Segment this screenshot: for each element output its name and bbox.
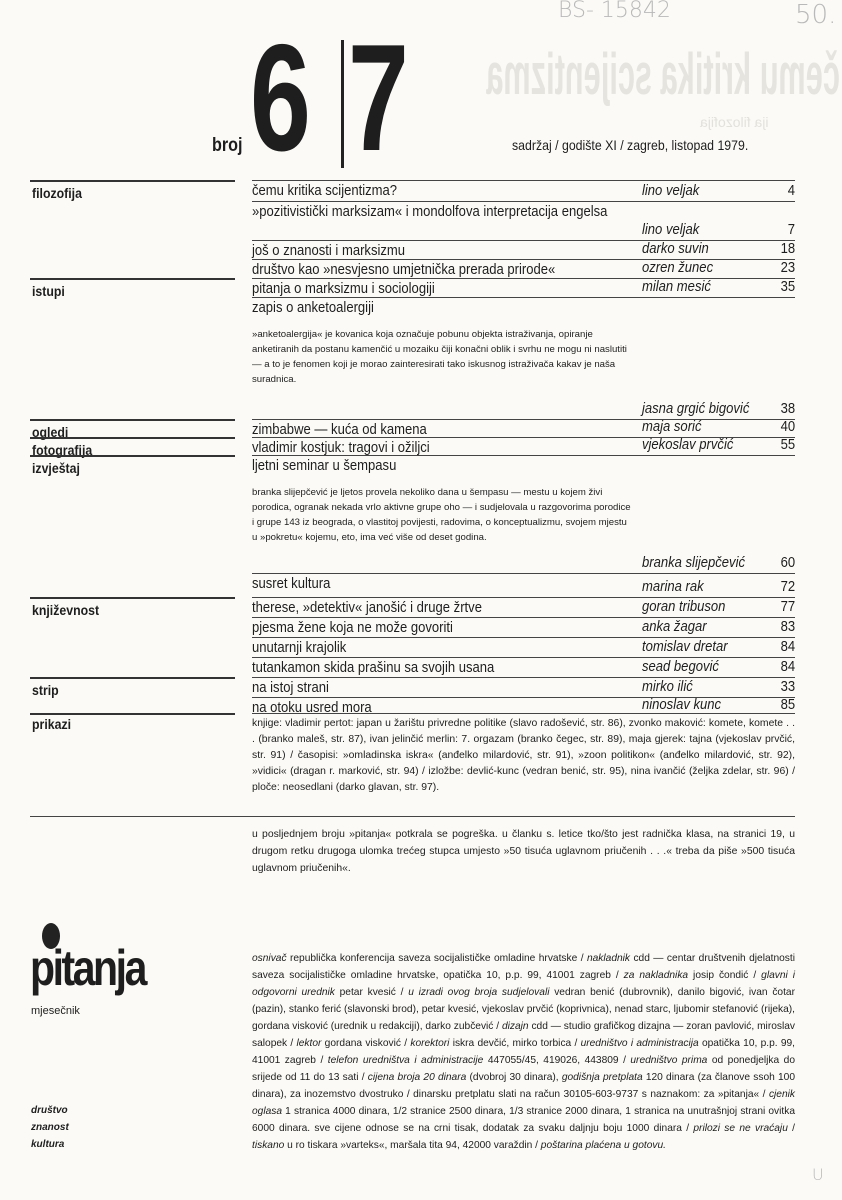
toc-row xyxy=(30,455,795,573)
page-number: 84 xyxy=(780,659,795,675)
page-number: 33 xyxy=(780,679,795,695)
title-rule xyxy=(252,278,795,279)
prikazi-section xyxy=(30,713,795,817)
imprint-label: uredništvo i administracija xyxy=(580,1038,699,1049)
masthead-imprint xyxy=(252,950,795,1154)
imprint-label: telefon uredništva i administracije xyxy=(327,1055,484,1066)
page-number: 40 xyxy=(780,419,795,435)
category-label: strip xyxy=(32,682,59,698)
imprint-label: osnivač xyxy=(252,953,287,964)
article-title: pitanja o marksizmu i sociologiji xyxy=(252,281,435,297)
article-author: lino veljak xyxy=(642,183,700,199)
title-rule xyxy=(252,297,795,298)
tagline-item: kultura xyxy=(31,1139,65,1150)
article-abstract: »anketoalergija« je kovanica koja označuje pobunu objekta istraživanja, opiranje anketiranih da postanu kamenčić u mozaiku čiji konačni oblik i svrhu ne mogu ni naslutiti — a to je fenomen koji je morao zainteresirati tako iskusnog istraživača kakav je naša suradnica. xyxy=(252,329,627,385)
toc-row xyxy=(30,419,795,440)
page-number: 4 xyxy=(787,183,795,199)
category-rule xyxy=(30,419,235,421)
title-rule xyxy=(252,180,795,181)
article-title: na otoku usred mora xyxy=(252,700,372,716)
imprint-text: republička konferencija saveza socijalističke omladine hrvatske / xyxy=(286,953,587,964)
imprint-text: gordana visković / xyxy=(321,1038,411,1049)
toc-row xyxy=(30,617,795,637)
page-number: 23 xyxy=(780,260,795,276)
category-label: izvještaj xyxy=(32,460,80,476)
article-author: marina rak xyxy=(642,579,704,595)
article-title: pjesma žene koja ne može govoriti xyxy=(252,620,453,636)
imprint-label: poštarina plaćena u gotovu. xyxy=(540,1140,666,1151)
category-rule xyxy=(30,180,235,182)
imprint-label: za nakladnika xyxy=(623,970,689,981)
tagline xyxy=(31,1102,69,1153)
imprint-label: cijena broja 20 dinara xyxy=(367,1072,467,1083)
imprint-text: josip čondić / xyxy=(688,970,762,981)
title-rule xyxy=(252,419,795,420)
article-title: zapis o anketoalergiji xyxy=(252,300,374,316)
imprint-text: u ro tiskara »varteks«, maršala tita 94, 42000 varaždin / xyxy=(284,1140,541,1151)
imprint-text: cdd — studio grafičkog dizajna — zoran pavlović, miroslav salopek / xyxy=(252,1021,795,1049)
category-label: prikazi xyxy=(32,716,72,732)
toc-row xyxy=(30,573,795,597)
article-title: zimbabwe — kuća od kamena xyxy=(252,422,427,438)
article-author: maja sorić xyxy=(642,419,702,435)
article-author: tomislav dretar xyxy=(642,639,728,655)
title-rule xyxy=(252,201,795,202)
imprint-text: / xyxy=(787,1123,795,1134)
title-rule xyxy=(252,713,795,714)
page-number: 84 xyxy=(780,639,795,655)
issue-divider xyxy=(341,40,344,168)
imprint-text: vedran benić (dubrovnik), danilo bigović, ivan čotar (pazin), stanko ferić (slavonski brod), petar kvesić, vjekoslav prvčić (koprivnica), nenad starc, ljubomir stefanović (rijeka), gordana visković (urednik u redakciji), darko zubčević / xyxy=(252,987,795,1032)
tagline-item: društvo xyxy=(31,1105,68,1116)
article-author: milan mesić xyxy=(642,279,711,295)
title-rule xyxy=(252,637,795,638)
title-rule xyxy=(252,455,795,456)
page-number: 72 xyxy=(780,579,795,595)
title-rule xyxy=(252,259,795,260)
title-rule xyxy=(252,657,795,658)
article-author: goran tribuson xyxy=(642,599,726,615)
title-rule xyxy=(252,240,795,241)
imprint-label: u izradi ovog broja sudjelovali xyxy=(408,987,550,998)
category-label: književnost xyxy=(32,602,100,618)
article-author: mirko ilić xyxy=(642,679,693,695)
page-number: 55 xyxy=(780,437,795,453)
tagline-item: znanost xyxy=(31,1122,69,1133)
section-bottom-rule xyxy=(30,816,795,817)
imprint-text: cdd — centar društvenih djelatnosti saveza socijalističke omladine hrvatske, opatička 10, p.p. 99, 41001 zagreb / xyxy=(252,953,795,981)
category-label: filozofija xyxy=(32,185,82,201)
toc-row xyxy=(30,180,795,201)
article-author: ninoslav kunc xyxy=(642,697,722,713)
imprint-label: uredništvo prima xyxy=(630,1055,708,1066)
category-rule xyxy=(30,437,235,439)
issue-subtitle: sadržaj / godište XI / zagreb, listopad 1979. xyxy=(512,137,749,153)
imprint-text: 1 stranica 4000 dinara, 1/2 stranice 2500 dinara, 1/3 stranice 2000 dinara, 1 stranica na unutrašnjoj strani ovitka 6000 dinara. sve cijene odnose se na crni tisak, dodatak za svaku daljnju boju 1000 dinara / xyxy=(252,1106,795,1134)
article-title: therese, »detektiv« janošić i druge žrtve xyxy=(252,600,482,616)
table-of-contents xyxy=(30,180,795,715)
page-number: 7 xyxy=(787,222,795,238)
article-title: društvo kao »nesvjesno umjetnička prerada prirode« xyxy=(252,262,556,278)
article-abstract: branka slijepčević je ljetos provela nekoliko dana u šempasu — mestu u kojem živi porodica, ogranak nekada vrlo aktivne grupe oho — i sudjelovala u razgovorima porodice i grupe 143 iz beograda, o vlastitoj povijesti, radovima, o konceptualizmu, svojem mjestu u »pokretu« kojemu, eto, ima već više od deset godina. xyxy=(252,487,631,543)
category-rule xyxy=(30,713,235,715)
article-author: vjekoslav prvčić xyxy=(642,437,734,453)
toc-row xyxy=(30,297,795,419)
article-author: anka žagar xyxy=(642,619,707,635)
category-rule xyxy=(30,278,235,280)
imprint-text: (dvobroj 30 dinara), xyxy=(466,1072,562,1083)
page-number: 85 xyxy=(780,697,795,713)
toc-row xyxy=(30,240,795,259)
page-number: 77 xyxy=(780,599,795,615)
bottom-annotation: U xyxy=(812,1165,824,1184)
bleed-through-small-text: ija filozofija xyxy=(700,114,769,130)
toc-row xyxy=(30,201,795,240)
category-rule xyxy=(30,597,235,599)
issue-number-right: 7 xyxy=(348,13,406,183)
page-number: 18 xyxy=(780,241,795,257)
imprint-text: od ponedjeljka do srijede od 11 do 13 sati / xyxy=(252,1055,796,1083)
imprint-text: 120 dinara (za članove ssoh 100 dinara), za inozemstvo dvostruko / dinarsku pretplatu slati na račun 30105-603-9737 s naznakom: za »pitanja« / xyxy=(252,1072,795,1100)
erratum-note: u posljednjem broju »pitanja« potkrala se pogreška. u članku s. letice tko/što jest radnička klasa, na stranici 19, u drugom retku drugoga ulomka trećeg stupca umjesto »50 tisuća uglavnom priučenih . . .« treba da piše »500 tisuća uglavnom priučenih«. xyxy=(252,829,795,874)
article-author: branka slijepčević xyxy=(642,555,746,571)
imprint-label: godišnja pretplata xyxy=(561,1072,643,1083)
toc-row xyxy=(30,597,795,617)
imprint-label: nakladnik xyxy=(586,953,631,964)
toc-row xyxy=(30,437,795,458)
imprint-label: lektor xyxy=(296,1038,322,1049)
article-title: vladimir kostjuk: tragovi i ožiljci xyxy=(252,440,430,456)
article-title: čemu kritika scijentizma? xyxy=(252,183,398,199)
bleed-through-text: čemu kritika scijentizma xyxy=(486,42,840,107)
corner-annotation: 50. xyxy=(795,0,837,30)
page-number: 60 xyxy=(780,555,795,571)
article-title: unutarnji krajolik xyxy=(252,640,347,656)
imprint-label: dizajn xyxy=(501,1021,529,1032)
toc-row xyxy=(30,259,795,278)
article-title: još o znanosti i marksizmu xyxy=(252,243,406,259)
article-title: susret kultura xyxy=(252,576,331,592)
title-rule xyxy=(252,677,795,678)
imprint-label: glavni i odgovorni urednik xyxy=(252,970,795,998)
category-label: fotografija xyxy=(32,442,93,458)
article-title: na istoj strani xyxy=(252,680,329,696)
toc-row xyxy=(30,637,795,657)
title-rule xyxy=(252,597,795,598)
imprint-text: petar kvesić / xyxy=(334,987,409,998)
reviews-text: knjige: vladimir pertot: japan u žarištu privredne politike (slavo radošević, str. 86), zvonko maković: komete, komete . . . (branko maleš, str. 87), ivan jelinčić merlin: 7. orgazam (branko čegec, str. 89), maja gjerek: tajna (vjekoslav prvčić, str. 91) / časopisi: »omladinska iskra« (anđelko milardović, str. 91), »zoon politikon« (anđelko milardović, str. 92), »vidici« (dragan r. marković, str. 94) / izložbe: devlić-kunc (vedran benić, str. 95), nina ivančić (željka zdelar, str. 96) / ploče: neosedlani (darko glavan, str. 97). xyxy=(252,718,795,793)
category-label: istupi xyxy=(32,283,65,299)
page-number: 35 xyxy=(780,279,795,295)
article-author: sead begović xyxy=(642,659,719,675)
imprint-label: korektori xyxy=(410,1038,450,1049)
imprint-label: prilozi se ne vraćaju xyxy=(693,1123,788,1134)
publication-frequency: mjesečnik xyxy=(31,1005,80,1017)
article-title: tutankamon skida prašinu sa svojih usana xyxy=(252,660,495,676)
page-number: 83 xyxy=(780,619,795,635)
logo-wordmark: pitanja xyxy=(30,940,145,996)
toc-row xyxy=(30,278,795,297)
title-rule xyxy=(252,617,795,618)
article-author: darko suvin xyxy=(642,241,709,257)
imprint-label: cjenik oglasa xyxy=(252,1089,795,1117)
article-title: »pozitivistički marksizam« i mondolfova interpretacija engelsa xyxy=(252,204,608,220)
article-author: jasna grgić bigović xyxy=(642,401,750,417)
pitanja-logo xyxy=(30,925,170,996)
toc-row xyxy=(30,657,795,677)
article-author: ozren žunec xyxy=(642,260,714,276)
imprint-text: 447055/45, 419026, 443809 / xyxy=(483,1055,631,1066)
catalog-number-annotation: BS- 15842 xyxy=(558,0,671,23)
broj-label: broj xyxy=(212,135,243,156)
toc-row xyxy=(30,677,795,697)
category-rule xyxy=(30,677,235,679)
title-rule xyxy=(252,573,795,574)
category-rule xyxy=(30,455,235,457)
category-label: ogledi xyxy=(32,424,69,440)
issue-number-left: 6 xyxy=(250,13,308,183)
imprint-text: opatička 10, p.p. 99, 41001 zagreb / xyxy=(252,1038,796,1066)
page-number: 38 xyxy=(780,401,795,417)
imprint-label: tiskano xyxy=(252,1140,285,1151)
imprint-text: iskra devčić, mirko torbica / xyxy=(449,1038,581,1049)
article-author: lino veljak xyxy=(642,222,700,238)
article-title: ljetni seminar u šempasu xyxy=(252,458,397,474)
